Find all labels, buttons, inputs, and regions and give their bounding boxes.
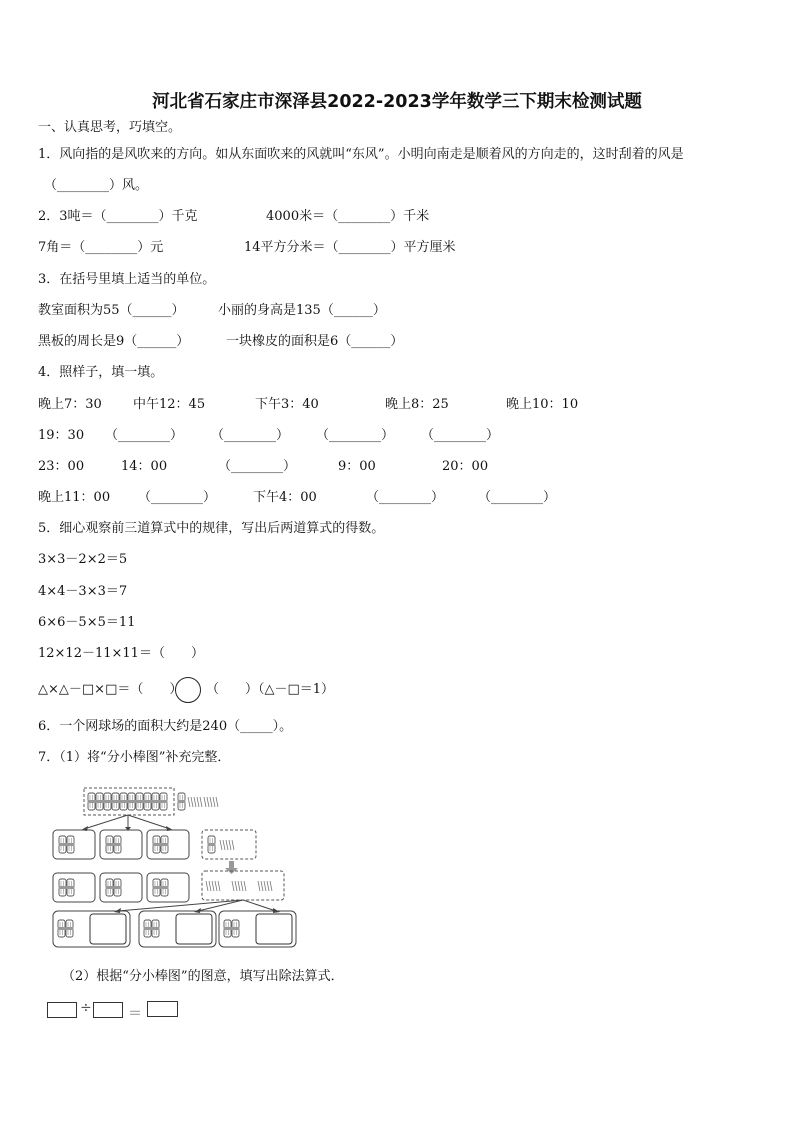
q4-r1-c1: 晚上7：30	[38, 397, 102, 412]
q3-b: 小丽的身高是135（______）	[218, 303, 386, 318]
q5-eq3: 6×6－5×5＝11	[38, 615, 136, 630]
q1-line1: 1．风向指的是风吹来的方向。如从东面吹来的风就叫“东风”。小明向南走是顺着风的方向走的，这时刮着的风是	[38, 147, 684, 162]
q4-r2-c1: 19：30	[38, 428, 85, 443]
q2-a: 2．3吨＝（________）千克	[38, 209, 198, 224]
q7-sub2: （2）根据“分小棒图”的图意，填写出除法算式．	[62, 969, 344, 984]
q4-r2-c2: （________）	[105, 428, 184, 443]
q5-eq4: 12×12－11×11＝（ ）	[38, 646, 204, 661]
q4-r3-c3: （________）	[218, 459, 297, 474]
q5-eq2: 4×4－3×3＝7	[38, 584, 128, 599]
q5-eq1: 3×3－2×2＝5	[38, 552, 128, 567]
q4-r4-c1: 晚上11：00	[38, 490, 111, 505]
q4-r1-c5: 晚上10：10	[506, 397, 579, 412]
q4-r4-c2: （________）	[138, 490, 217, 505]
section-heading: 一、认真思考，巧填空。	[38, 120, 182, 135]
q4-r3-c2: 14：00	[121, 459, 168, 474]
q4-head: 4．照样子，填一填。	[38, 365, 164, 380]
stick-division-diagram	[48, 783, 308, 955]
q4-r4-c4: （________）	[366, 490, 445, 505]
dividend-box[interactable]	[47, 1002, 77, 1018]
q2-d: 14平方分米＝（________）平方厘米	[244, 240, 456, 255]
q4-r3-c4: 9：00	[338, 459, 376, 474]
q7-head: 7．（1）将“分小棒图”补充完整．	[38, 750, 231, 765]
divisor-box[interactable]	[93, 1002, 123, 1018]
q4-r4-c3: 下午4：00	[253, 490, 317, 505]
q5-eq5-left: △×△－□×□＝（ ）	[38, 682, 183, 697]
q3-head: 3．在括号里填上适当的单位。	[38, 272, 216, 287]
q4-r2-c3: （________）	[211, 428, 290, 443]
compare-circle[interactable]	[175, 677, 201, 703]
quotient-box[interactable]	[147, 1001, 178, 1017]
q4-r3-c5: 20：00	[442, 459, 489, 474]
divide-sign: ÷	[80, 1000, 92, 1016]
page-title: 河北省石家庄市深泽县2022-2023学年数学三下期末检测试题	[152, 92, 642, 112]
q4-r1-c4: 晚上8：25	[385, 397, 449, 412]
q6: 6．一个网球场的面积大约是240（_____）。	[38, 719, 293, 734]
equals-sign: ＝	[128, 1006, 142, 1022]
q4-r2-c5: （________）	[421, 428, 500, 443]
q3-d: 一块橡皮的面积是6（______）	[226, 334, 404, 349]
q5-eq5-right: （ ）（△－□＝1）	[206, 682, 335, 697]
q3-a: 教室面积为55（______）	[38, 303, 185, 318]
q4-r1-c2: 中午12：45	[133, 397, 206, 412]
q3-c: 黑板的周长是9（______）	[38, 334, 190, 349]
q5-head: 5．细心观察前三道算式中的规律，写出后两道算式的得数。	[38, 521, 385, 536]
q4-r4-c5: （________）	[478, 490, 557, 505]
q1-line2: （________）风。	[44, 178, 149, 193]
q4-r3-c1: 23：00	[38, 459, 85, 474]
q4-r1-c3: 下午3：40	[255, 397, 319, 412]
q4-r2-c4: （________）	[316, 428, 395, 443]
q2-b: 4000米＝（________）千米	[266, 209, 430, 224]
q2-c: 7角＝（________）元	[38, 240, 164, 255]
